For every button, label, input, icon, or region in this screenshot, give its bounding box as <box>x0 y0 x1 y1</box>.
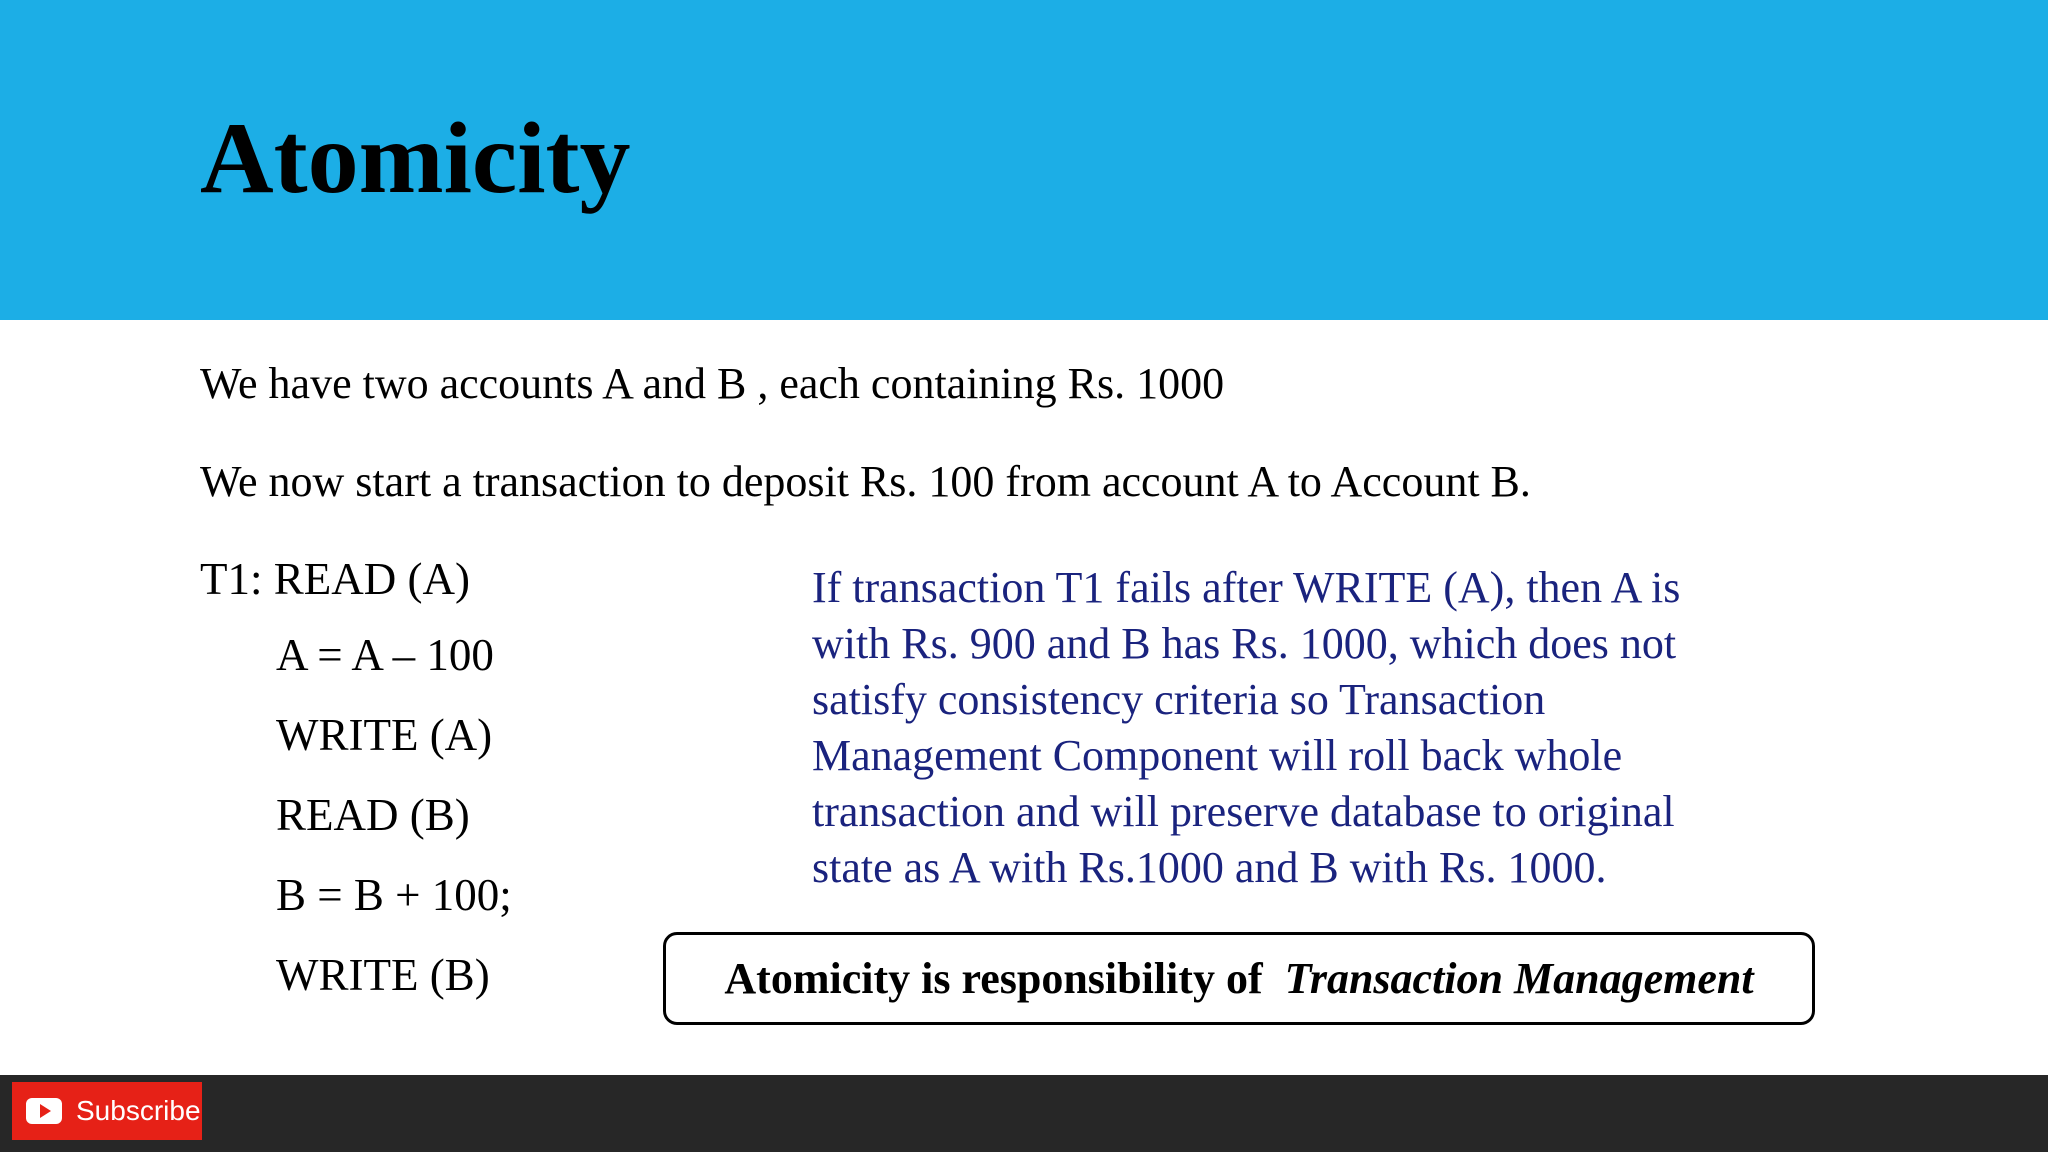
transaction-step: WRITE (A) <box>276 710 493 760</box>
transaction-step: READ (B) <box>276 790 470 840</box>
atomicity-callout-box <box>663 932 1815 1025</box>
subscribe-button[interactable] <box>12 1082 202 1140</box>
explanation-line: If transaction T1 fails after WRITE (A), then A is <box>812 563 1681 612</box>
explanation-line: state as A with Rs.1000 and B with Rs. 1000. <box>812 843 1607 892</box>
callout-text <box>724 953 1753 1004</box>
transaction-step: T1: READ (A) <box>200 554 470 604</box>
explanation-line: transaction and will preserve database to original <box>812 787 1675 836</box>
youtube-play-icon <box>26 1098 62 1124</box>
explanation-line: Management Component will roll back whole <box>812 731 1623 780</box>
callout-emphasis: Transaction Management <box>1284 954 1754 1003</box>
intro-line-transaction: We now start a transaction to deposit Rs. 100 from account A to Account B. <box>200 457 1531 506</box>
subscribe-label: Subscribe <box>76 1095 201 1126</box>
explanation-line: satisfy consistency criteria so Transaction <box>812 675 1546 724</box>
transaction-step: B = B + 100; <box>276 870 512 920</box>
transaction-step: WRITE (B) <box>276 950 490 1000</box>
video-bottom-bar <box>0 1075 2048 1152</box>
intro-line-accounts: We have two accounts A and B , each containing Rs. 1000 <box>200 359 1225 408</box>
failure-explanation <box>812 560 1812 896</box>
slide-title: Atomicity <box>200 102 631 215</box>
callout-prefix: Atomicity is responsibility of <box>724 954 1274 1003</box>
explanation-line: with Rs. 900 and B has Rs. 1000, which does not <box>812 619 1677 668</box>
transaction-step: A = A – 100 <box>276 630 494 680</box>
